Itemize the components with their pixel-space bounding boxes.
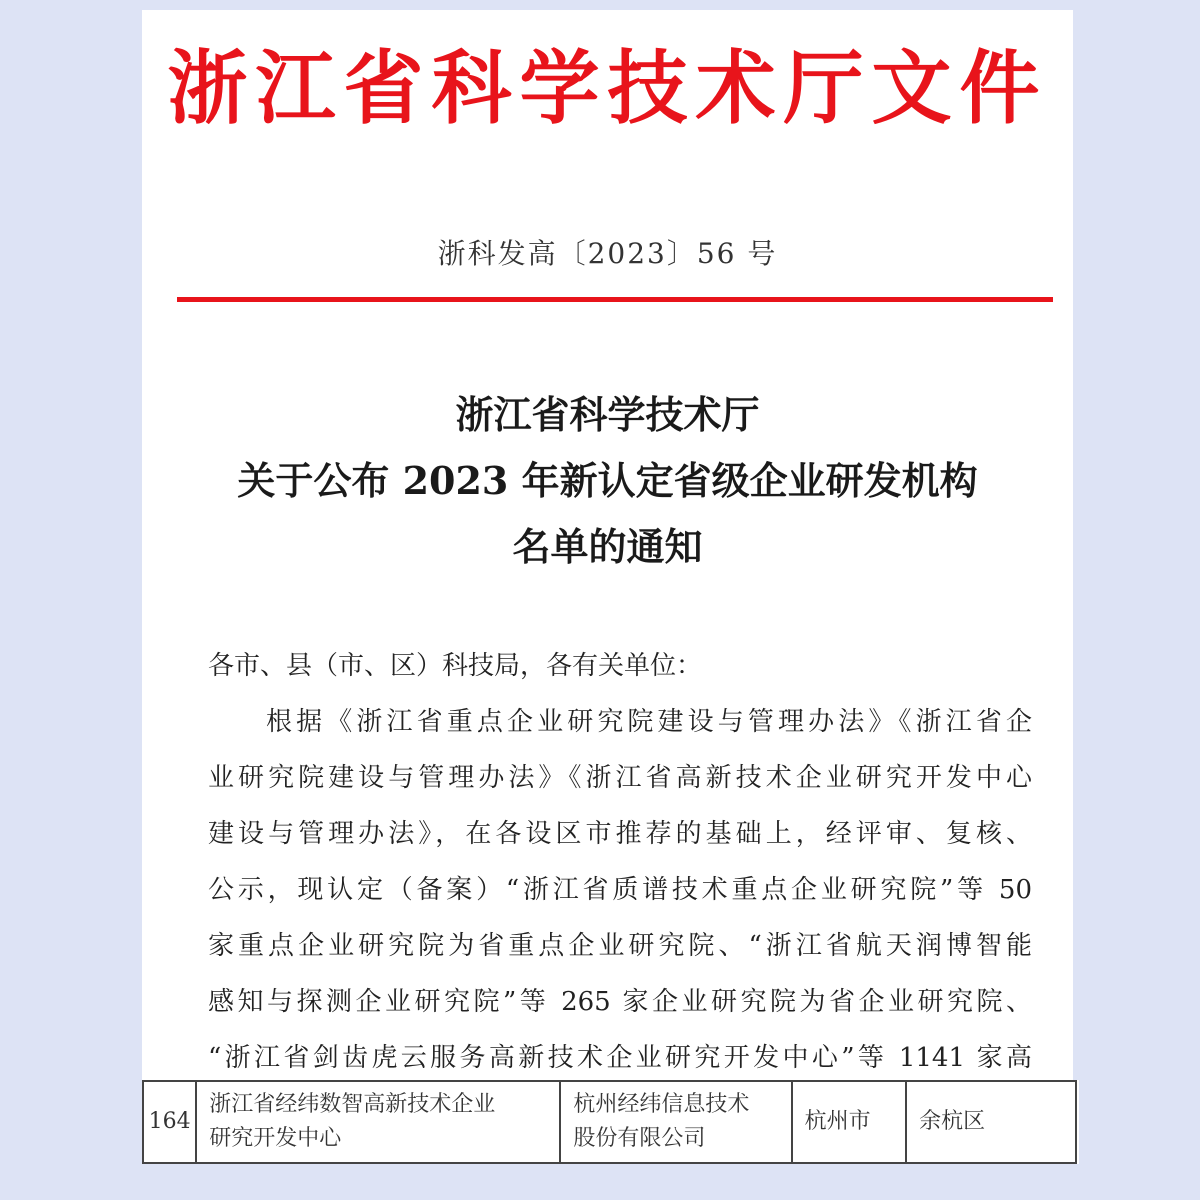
body-line: “浙江省剑齿虎云服务高新技术企业研究开发中心”等 1141 家高	[208, 1043, 1032, 1073]
notice-body	[208, 638, 1032, 1080]
document-page	[142, 10, 1073, 1080]
empty-cell	[906, 1163, 1076, 1164]
empty-cell	[560, 1163, 791, 1164]
institution-table	[142, 1080, 1077, 1164]
center-name-cell	[196, 1081, 560, 1163]
body-line: 家重点企业研究院为省重点企业研究院、“浙江省航天润博智能	[208, 931, 1032, 961]
title-line-1: 浙江省科学技术厅	[455, 392, 760, 437]
body-line: 根据《浙江省重点企业研究院建设与管理办法》《浙江省企	[266, 707, 1032, 737]
center-name-line-1: 浙江省经纬数智高新技术企业	[209, 1092, 496, 1117]
city-cell: 杭州市	[792, 1081, 907, 1163]
table-row-partial	[143, 1163, 1076, 1164]
title-line-2: 关于公布 2023 年新认定省级企业研发机构	[237, 458, 978, 503]
empty-cell	[196, 1163, 560, 1164]
center-name-line-2: 研究开发中心	[209, 1126, 342, 1151]
red-divider	[177, 297, 1053, 302]
company-line-2: 股份有限公司	[573, 1126, 706, 1151]
empty-cell	[143, 1163, 196, 1164]
district-cell: 余杭区	[906, 1081, 1076, 1163]
notice-title	[142, 382, 1073, 580]
row-number: 164	[143, 1081, 196, 1163]
list-table-excerpt	[142, 1080, 1079, 1164]
body-line: 建设与管理办法》，在各设区市推荐的基础上，经评审、复核、	[208, 819, 1032, 849]
company-line-1: 杭州经纬信息技术	[573, 1092, 750, 1117]
empty-cell	[792, 1163, 907, 1164]
document-number: 浙科发高〔2023〕56 号	[437, 237, 778, 270]
company-cell	[560, 1081, 791, 1163]
body-line: 公示，现认定（备案）“浙江省质谱技术重点企业研究院”等 50	[208, 875, 1032, 905]
body-line: 感知与探测企业研究院”等 265 家企业研究院为省企业研究院、	[208, 987, 1032, 1017]
title-line-3: 名单的通知	[512, 524, 703, 569]
table-row	[143, 1081, 1076, 1163]
document-masthead: 浙江省科学技术厅文件	[167, 41, 1048, 135]
body-line: 业研究院建设与管理办法》《浙江省高新技术企业研究开发中心	[208, 763, 1032, 793]
salutation: 各市、县（市、区）科技局，各有关单位：	[208, 651, 703, 681]
